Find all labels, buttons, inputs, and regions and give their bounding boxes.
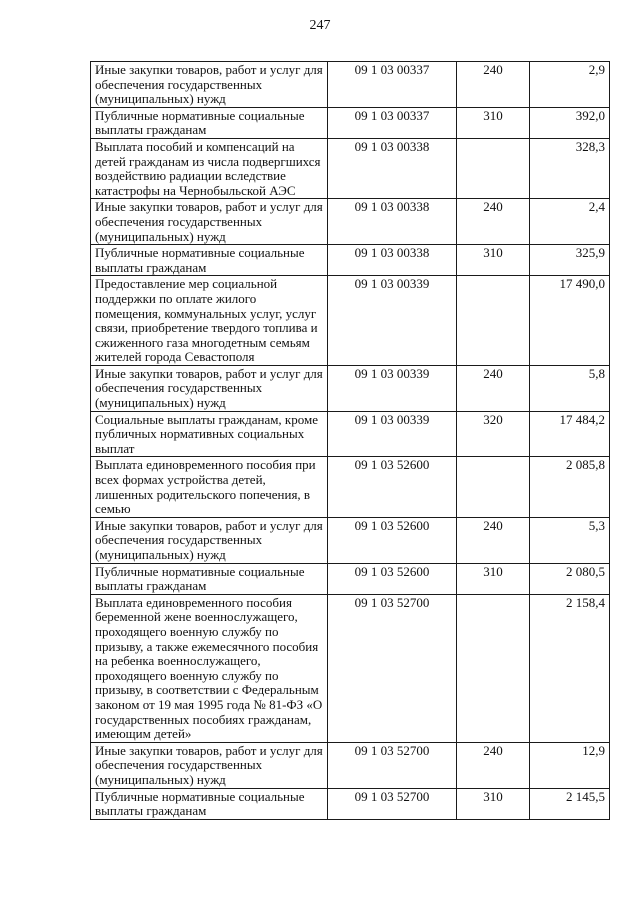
page-number: 247 bbox=[309, 18, 331, 33]
row-name-cell: Публичные нормативные социальные выплаты гражданам bbox=[91, 788, 328, 819]
row-name-cell: Социальные выплаты гражданам, кроме публичных нормативных социальных выплат bbox=[91, 411, 328, 457]
row-sum-cell: 5,8 bbox=[530, 365, 610, 411]
row-type-cell: 310 bbox=[457, 107, 530, 138]
row-name-cell: Публичные нормативные социальные выплаты гражданам bbox=[91, 563, 328, 594]
row-type-cell: 310 bbox=[457, 245, 530, 276]
table-row bbox=[91, 199, 610, 245]
row-type-cell: 320 bbox=[457, 411, 530, 457]
row-sum-cell: 325,9 bbox=[530, 245, 610, 276]
table-row bbox=[91, 62, 610, 108]
budget-table bbox=[90, 61, 610, 820]
row-sum-cell: 392,0 bbox=[530, 107, 610, 138]
row-code-cell: 09 1 03 52600 bbox=[328, 563, 457, 594]
row-name-cell: Публичные нормативные социальные выплаты гражданам bbox=[91, 245, 328, 276]
table-row bbox=[91, 138, 610, 198]
table-row bbox=[91, 457, 610, 517]
table-row bbox=[91, 107, 610, 138]
row-code-cell: 09 1 03 52600 bbox=[328, 517, 457, 563]
row-name-cell: Выплата единовременного пособия беременной жене военнослужащего, проходящего военную службу по призыву, а также ежемесячного пособия на ребенка военнослужащего, проходящего военную службу по призыву, в соответствии с Федеральным законом от 19 мая 1995 года № 81-ФЗ «О государственных пособиях гражданам, имеющим детей» bbox=[91, 594, 328, 742]
table-row bbox=[91, 517, 610, 563]
table-body bbox=[91, 62, 610, 820]
row-type-cell: 310 bbox=[457, 563, 530, 594]
row-type-cell: 240 bbox=[457, 517, 530, 563]
row-name-cell: Предоставление мер социальной поддержки по оплате жилого помещения, коммунальных услуг, услуг связи, приобретение твердого топлива и сжиженного газа многодетным семьям жителей города Севастополя bbox=[91, 276, 328, 366]
row-code-cell: 09 1 03 52700 bbox=[328, 742, 457, 788]
row-name-cell: Выплата единовременного пособия при всех формах устройства детей, лишенных родительского попечения, в семью bbox=[91, 457, 328, 517]
row-code-cell: 09 1 03 00338 bbox=[328, 138, 457, 198]
row-name-cell: Иные закупки товаров, работ и услуг для обеспечения государственных (муниципальных) нужд bbox=[91, 742, 328, 788]
row-code-cell: 09 1 03 00339 bbox=[328, 411, 457, 457]
row-name-cell: Выплата пособий и компенсаций на детей гражданам из числа подвергшихся воздействию радиации вследствие катастрофы на Чернобыльской АЭС bbox=[91, 138, 328, 198]
row-type-cell: 310 bbox=[457, 788, 530, 819]
row-code-cell: 09 1 03 00337 bbox=[328, 62, 457, 108]
row-sum-cell: 5,3 bbox=[530, 517, 610, 563]
row-sum-cell: 2,4 bbox=[530, 199, 610, 245]
row-code-cell: 09 1 03 00339 bbox=[328, 365, 457, 411]
row-name-cell: Иные закупки товаров, работ и услуг для обеспечения государственных (муниципальных) нужд bbox=[91, 199, 328, 245]
row-code-cell: 09 1 03 52600 bbox=[328, 457, 457, 517]
row-sum-cell: 17 490,0 bbox=[530, 276, 610, 366]
row-type-cell bbox=[457, 594, 530, 742]
row-name-cell: Иные закупки товаров, работ и услуг для обеспечения государственных (муниципальных) нужд bbox=[91, 517, 328, 563]
row-type-cell bbox=[457, 276, 530, 366]
row-sum-cell: 2 080,5 bbox=[530, 563, 610, 594]
row-type-cell: 240 bbox=[457, 365, 530, 411]
row-type-cell: 240 bbox=[457, 199, 530, 245]
table-row bbox=[91, 276, 610, 366]
row-type-cell bbox=[457, 138, 530, 198]
table-row bbox=[91, 742, 610, 788]
row-code-cell: 09 1 03 52700 bbox=[328, 788, 457, 819]
row-code-cell: 09 1 03 00338 bbox=[328, 245, 457, 276]
row-name-cell: Иные закупки товаров, работ и услуг для обеспечения государственных (муниципальных) нужд bbox=[91, 62, 328, 108]
row-name-cell: Иные закупки товаров, работ и услуг для обеспечения государственных (муниципальных) нужд bbox=[91, 365, 328, 411]
row-sum-cell: 2 145,5 bbox=[530, 788, 610, 819]
table-row bbox=[91, 245, 610, 276]
table-row bbox=[91, 411, 610, 457]
table-row bbox=[91, 563, 610, 594]
table-row bbox=[91, 788, 610, 819]
row-type-cell bbox=[457, 457, 530, 517]
table-row bbox=[91, 594, 610, 742]
table-row bbox=[91, 365, 610, 411]
row-code-cell: 09 1 03 52700 bbox=[328, 594, 457, 742]
row-sum-cell: 328,3 bbox=[530, 138, 610, 198]
row-type-cell: 240 bbox=[457, 62, 530, 108]
row-code-cell: 09 1 03 00338 bbox=[328, 199, 457, 245]
row-sum-cell: 2 158,4 bbox=[530, 594, 610, 742]
row-code-cell: 09 1 03 00337 bbox=[328, 107, 457, 138]
row-sum-cell: 17 484,2 bbox=[530, 411, 610, 457]
row-code-cell: 09 1 03 00339 bbox=[328, 276, 457, 366]
row-sum-cell: 12,9 bbox=[530, 742, 610, 788]
row-sum-cell: 2,9 bbox=[530, 62, 610, 108]
row-type-cell: 240 bbox=[457, 742, 530, 788]
row-name-cell: Публичные нормативные социальные выплаты гражданам bbox=[91, 107, 328, 138]
row-sum-cell: 2 085,8 bbox=[530, 457, 610, 517]
